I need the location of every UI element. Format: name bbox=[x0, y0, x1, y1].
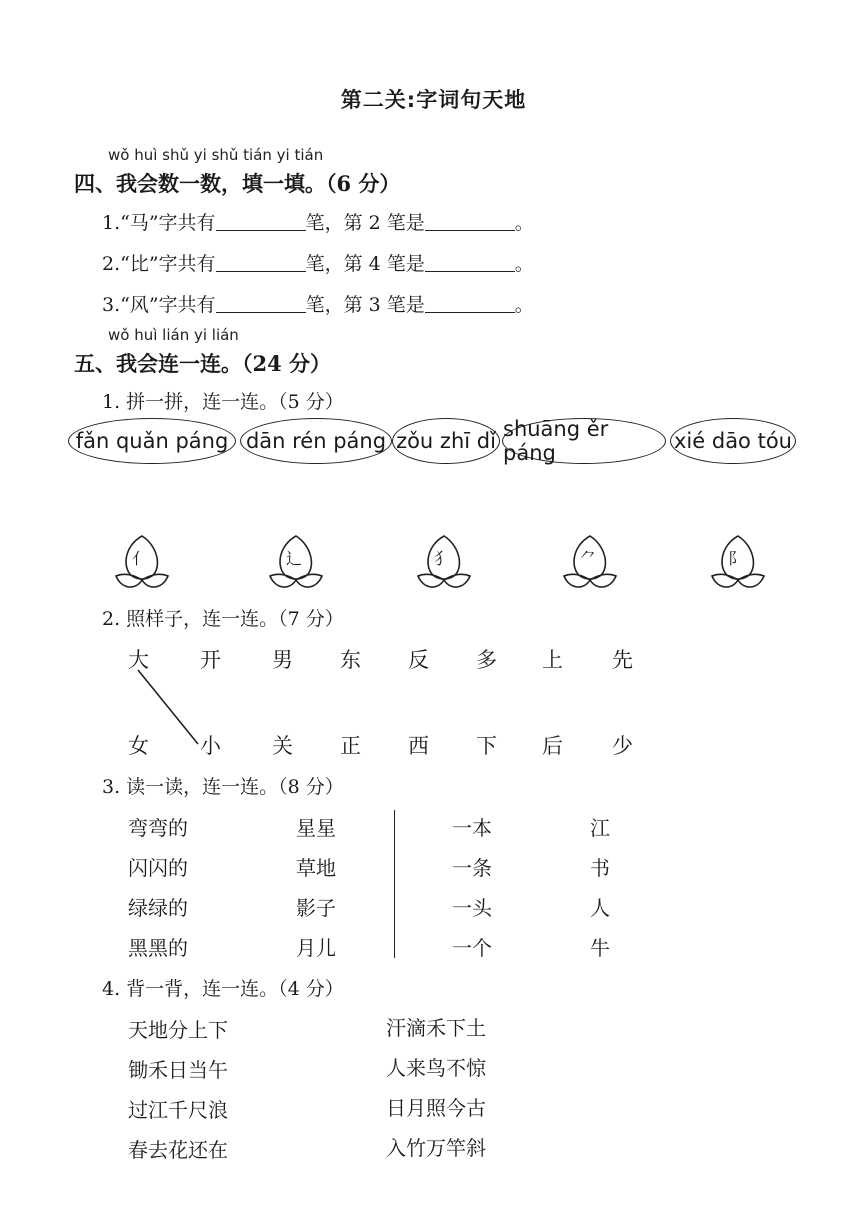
pinyin-oval[interactable]: zǒu zhī dǐ bbox=[392, 418, 500, 464]
opposite-bottom-word[interactable]: 正 bbox=[340, 734, 361, 758]
q3-label: 3. 读一读，连一连。（8 分） bbox=[102, 776, 344, 798]
object-item[interactable]: 牛 bbox=[590, 936, 610, 960]
opposite-top-word[interactable]: 反 bbox=[408, 648, 429, 672]
section5-pinyin: wǒ huì lián yi lián bbox=[108, 326, 239, 344]
noun-item[interactable]: 月儿 bbox=[296, 936, 336, 960]
opposite-bottom-word[interactable]: 西 bbox=[408, 734, 429, 758]
q1-label: 1. 拼一拼，连一连。（5 分） bbox=[102, 391, 344, 413]
noun-item[interactable]: 星星 bbox=[296, 816, 336, 840]
poem-line-left[interactable]: 锄禾日当午 bbox=[128, 1058, 228, 1082]
radical-label: ⺈ bbox=[580, 549, 597, 568]
pinyin-oval[interactable]: fǎn quǎn páng bbox=[68, 418, 236, 464]
opposite-bottom-word[interactable]: 后 bbox=[542, 734, 563, 758]
measure-word-item[interactable]: 一头 bbox=[452, 896, 492, 920]
pinyin-oval[interactable]: shuāng ěr páng bbox=[502, 418, 666, 464]
noun-item[interactable]: 影子 bbox=[296, 896, 336, 920]
opposite-bottom-word[interactable]: 关 bbox=[272, 734, 293, 758]
radical-label: 犭 bbox=[434, 549, 451, 568]
measure-word-item[interactable]: 一个 bbox=[452, 936, 492, 960]
measure-word-item[interactable]: 一本 bbox=[452, 816, 492, 840]
section4-heading: 四、我会数一数，填一填。（6 分） bbox=[74, 171, 401, 196]
fill-item-prefix: 1.“马”字共有 bbox=[102, 212, 216, 234]
adjective-item[interactable]: 弯弯的 bbox=[128, 816, 188, 840]
measure-word-item[interactable]: 一条 bbox=[452, 856, 492, 880]
adjective-item[interactable]: 闪闪的 bbox=[128, 856, 188, 880]
poem-line-right[interactable]: 汗滴禾下土 bbox=[386, 1016, 486, 1040]
fill-item-end: 。 bbox=[514, 212, 534, 234]
q4-label: 4. 背一背，连一连。（4 分） bbox=[102, 978, 344, 1000]
opposite-bottom-word[interactable]: 少 bbox=[612, 734, 633, 758]
opposite-top-word[interactable]: 男 bbox=[272, 648, 293, 672]
opposite-top-word[interactable]: 开 bbox=[200, 648, 221, 672]
opposite-top-word[interactable]: 大 bbox=[128, 648, 149, 672]
opposite-bottom-word[interactable]: 女 bbox=[128, 734, 149, 758]
opposite-bottom-word[interactable]: 小 bbox=[200, 734, 221, 758]
poem-line-left[interactable]: 过江千尺浪 bbox=[128, 1098, 228, 1122]
poem-line-right[interactable]: 人来鸟不惊 bbox=[386, 1056, 486, 1080]
pinyin-oval[interactable]: xié dāo tóu bbox=[670, 418, 796, 464]
opposite-top-word[interactable]: 先 bbox=[612, 648, 633, 672]
opposite-top-word[interactable]: 上 bbox=[542, 648, 563, 672]
adjective-item[interactable]: 绿绿的 bbox=[128, 896, 188, 920]
radical-label: 辶 bbox=[286, 549, 303, 568]
fill-item-mid: 笔，第 4 笔是 bbox=[305, 253, 425, 275]
fill-item-end: 。 bbox=[514, 294, 534, 316]
object-item[interactable]: 书 bbox=[590, 856, 610, 880]
opposite-top-word[interactable]: 东 bbox=[340, 648, 361, 672]
opposite-bottom-word[interactable]: 下 bbox=[476, 734, 497, 758]
section5-heading: 五、我会连一连。（24 分） bbox=[74, 351, 332, 376]
poem-line-right[interactable]: 日月照今古 bbox=[386, 1096, 486, 1120]
page-title: 第二关:字词句天地 bbox=[340, 88, 527, 112]
opposite-top-word[interactable]: 多 bbox=[476, 648, 497, 672]
radical-label: 亻 bbox=[132, 549, 149, 568]
fill-item-end: 。 bbox=[514, 253, 534, 275]
poem-line-right[interactable]: 入竹万竿斜 bbox=[386, 1136, 486, 1160]
object-item[interactable]: 江 bbox=[590, 816, 610, 840]
noun-item[interactable]: 草地 bbox=[296, 856, 336, 880]
poem-line-left[interactable]: 春去花还在 bbox=[128, 1138, 228, 1162]
fill-item-prefix: 2.“比”字共有 bbox=[102, 253, 216, 275]
poem-line-left[interactable]: 天地分上下 bbox=[128, 1018, 228, 1042]
radical-label: 阝 bbox=[728, 549, 745, 568]
section4-pinyin: wǒ huì shǔ yi shǔ tián yi tián bbox=[108, 146, 324, 164]
fill-item-prefix: 3.“风”字共有 bbox=[102, 294, 216, 316]
pinyin-oval[interactable]: dān rén páng bbox=[240, 418, 392, 464]
adjective-item[interactable]: 黑黑的 bbox=[128, 936, 188, 960]
column-divider bbox=[394, 810, 395, 958]
fill-item-mid: 笔，第 2 笔是 bbox=[305, 212, 425, 234]
fill-item-mid: 笔，第 3 笔是 bbox=[305, 294, 425, 316]
q2-label: 2. 照样子，连一连。（7 分） bbox=[102, 608, 344, 630]
object-item[interactable]: 人 bbox=[590, 896, 610, 920]
